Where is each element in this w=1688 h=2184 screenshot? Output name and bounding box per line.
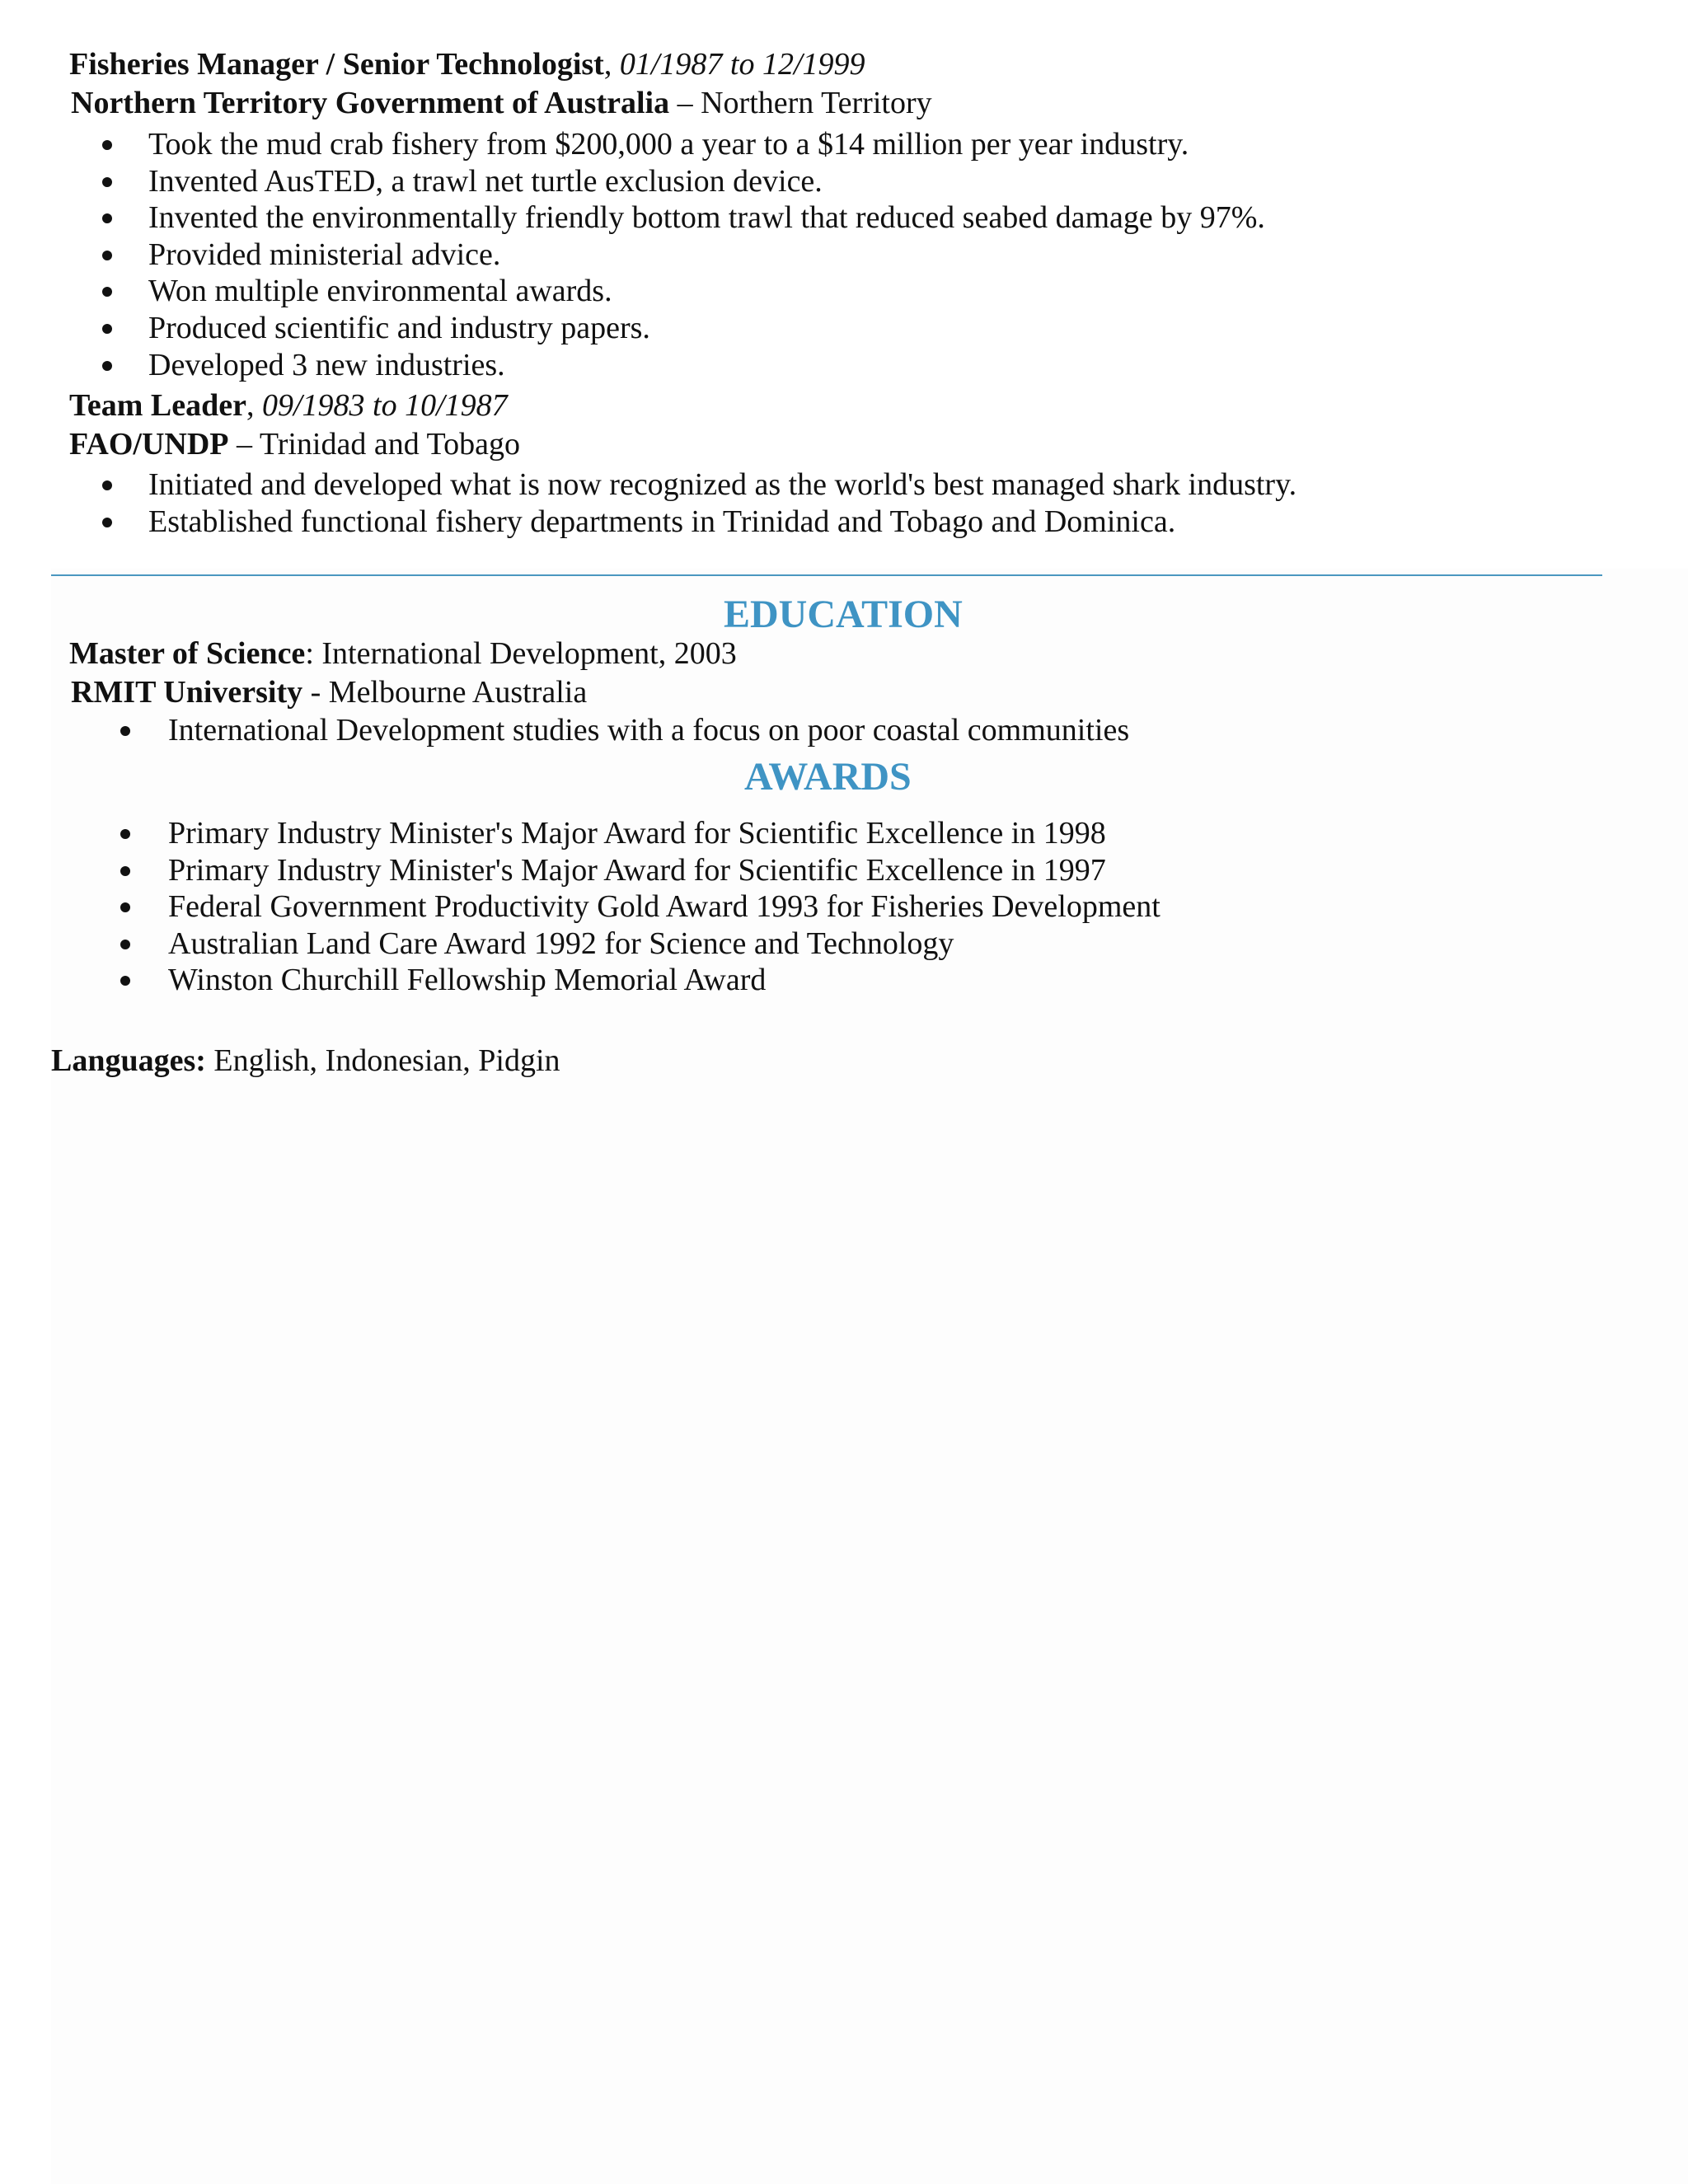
list-item: International Development studies with a focus on poor coastal communities	[0, 712, 1129, 749]
job-2-employer-line	[69, 425, 520, 463]
job-2-bullet-list	[0, 466, 1296, 540]
job-1-bullet-list	[0, 126, 1265, 383]
job-1-separator: –	[677, 86, 693, 120]
list-item: Winston Churchill Fellowship Memorial Award	[0, 962, 1160, 999]
list-item: Provided ministerial advice.	[0, 237, 1265, 274]
languages-label: Languages:	[51, 1043, 206, 1078]
degree: Master of Science	[69, 636, 306, 671]
education-bullet-list	[0, 712, 1129, 749]
bullet-icon	[102, 518, 112, 527]
separator	[669, 86, 678, 120]
bullet-icon	[102, 361, 112, 371]
bullet-icon	[102, 177, 112, 187]
job-2-separator: –	[237, 427, 252, 462]
list-item: Primary Industry Minister's Major Award for Scientific Excellence in 1998	[0, 815, 1160, 852]
job-2-dates: 09/1983 to 10/1987	[261, 388, 508, 423]
school-location: Melbourne Australia	[328, 675, 588, 710]
education-school-line	[71, 673, 587, 711]
bullet-icon	[120, 726, 130, 736]
list-item: Invented the environmentally friendly bottom trawl that reduced seabed damage by 97%.	[0, 199, 1265, 237]
bullet-icon	[120, 902, 130, 912]
list-item: Established functional fishery departments in Trinidad and Tobago and Dominica.	[0, 504, 1296, 541]
job-1-title-line	[69, 45, 865, 83]
bullet-icon	[120, 976, 130, 986]
awards-list	[0, 815, 1160, 999]
job-1-employer: Northern Territory Government of Australia	[71, 86, 670, 120]
list-item: Won multiple environmental awards.	[0, 273, 1265, 310]
job-2-title-line	[69, 387, 508, 424]
bullet-icon	[102, 287, 112, 297]
list-item: Federal Government Productivity Gold Award 1993 for Fisheries Development	[0, 888, 1160, 926]
job-2-employer: FAO/UNDP	[69, 427, 229, 462]
list-item: Australian Land Care Award 1992 for Science and Technology	[0, 926, 1160, 963]
languages-value: English, Indonesian, Pidgin	[213, 1043, 560, 1078]
list-item: Initiated and developed what is now recognized as the world's best managed shark industry.	[0, 466, 1296, 504]
job-1-employer-line	[71, 84, 932, 122]
comma: ,	[603, 47, 620, 82]
list-item: Took the mud crab fishery from $200,000 a year to a $14 million per year industry.	[0, 126, 1265, 163]
awards-heading: AWARDS	[744, 755, 912, 799]
degree-field: International Development, 2003	[321, 636, 737, 671]
school-separator: -	[310, 675, 321, 710]
job-1-title: Fisheries Manager / Senior Technologist	[69, 47, 604, 82]
list-item: Developed 3 new industries.	[0, 347, 1265, 384]
section-divider	[51, 574, 1602, 576]
bullet-icon	[120, 866, 130, 876]
list-item: Invented AusTED, a trawl net turtle exclusion device.	[0, 163, 1265, 200]
bullet-icon	[102, 480, 112, 490]
list-item: Produced scientific and industry papers.	[0, 310, 1265, 347]
bullet-icon	[120, 829, 130, 839]
bullet-icon	[120, 940, 130, 949]
comma: ,	[246, 388, 262, 423]
bullet-icon	[102, 324, 112, 334]
bullet-icon	[102, 213, 112, 223]
education-heading: EDUCATION	[724, 593, 963, 636]
school: RMIT University	[71, 675, 303, 710]
job-1-location: Northern Territory	[701, 86, 932, 120]
job-2-location: Trinidad and Tobago	[259, 427, 520, 462]
bullet-icon	[102, 140, 112, 150]
job-2-title: Team Leader	[69, 388, 246, 423]
list-item: Primary Industry Minister's Major Award for Scientific Excellence in 1997	[0, 852, 1160, 889]
job-1-dates: 01/1987 to 12/1999	[619, 47, 865, 82]
bullet-icon	[102, 251, 112, 260]
education-degree-line: Master of Science: International Development, 2003	[69, 636, 737, 671]
languages-line	[51, 1042, 560, 1080]
